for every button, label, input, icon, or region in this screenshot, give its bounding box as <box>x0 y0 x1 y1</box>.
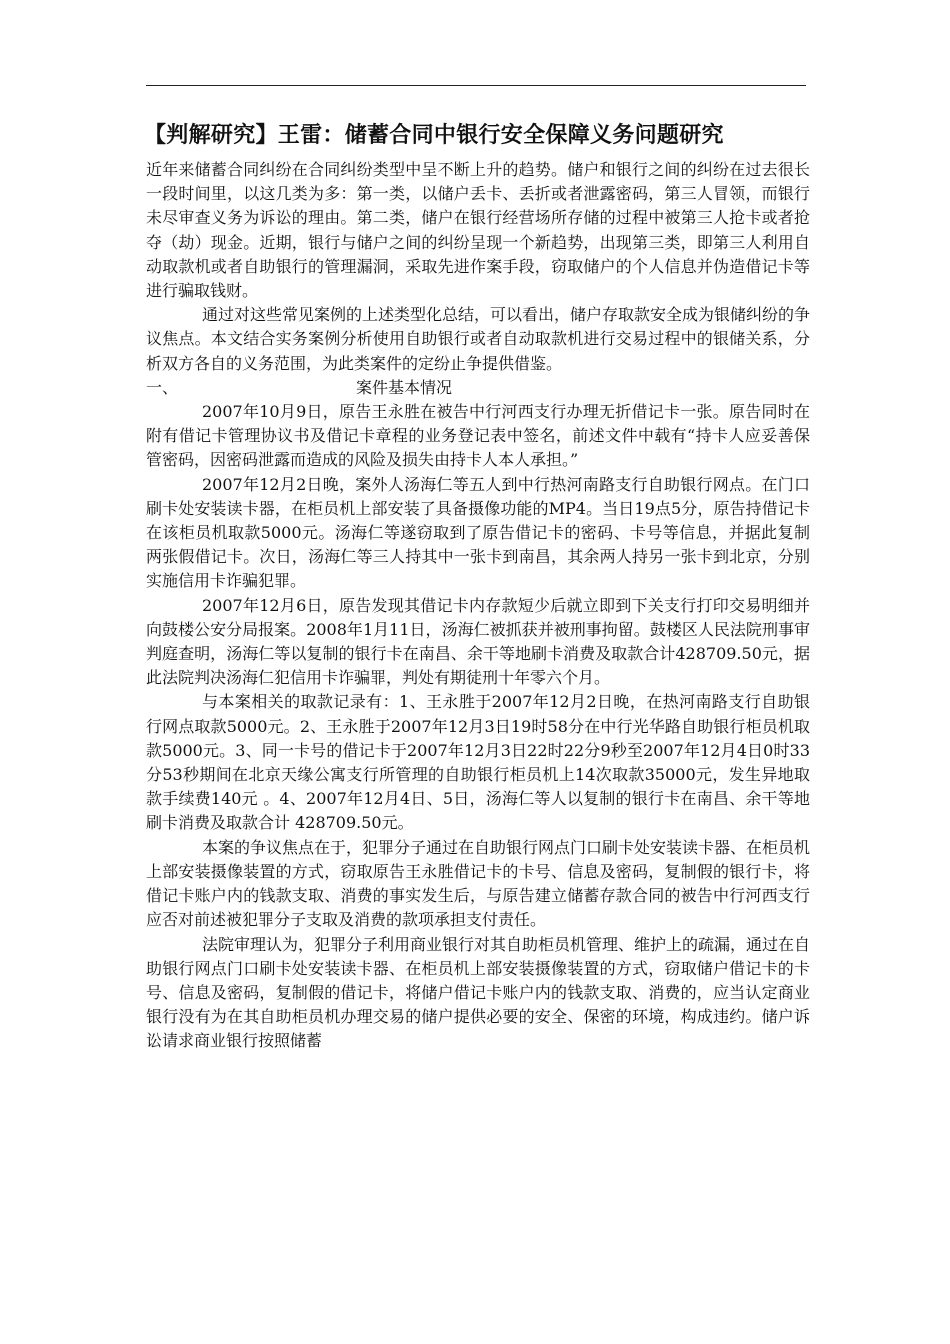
section-heading <box>146 376 810 400</box>
case-paragraph-3: 2007年12月6日，原告发现其借记卡内存款短少后就立即到下关支行打印交易明细并向鼓楼公安分局报案。2008年1月11日，汤海仁被抓获并被刑事拘留。鼓楼区人民法院刑事审判庭查明，汤海仁等以复制的银行卡在南昌、余干等地刷卡消费及取款合计428709.50元，据此法院判决汤海仁犯信用卡诈骗罪，判处有期徒刑十年零六个月。 <box>146 595 810 688</box>
section-number: 一、 <box>146 377 179 397</box>
section-title: 案件基本情况 <box>356 377 453 397</box>
document-body <box>146 158 810 1054</box>
case-paragraph-6: 法院审理认为，犯罪分子利用商业银行对其自助柜员机管理、维护上的疏漏，通过在自助银行网点门口刷卡处安装读卡器、在柜员机上部安装摄像装置的方式，窃取储户借记卡的卡号、信息及密码，复制假的借记卡，将储户借记卡账户内的钱款支取、消费的，应当认定商业银行没有为在其自助柜员机办理交易的储户提供必要的安全、保密的环境，构成违约。储户诉讼请求商业银行按照储蓄 <box>146 934 811 1051</box>
case-paragraph-2: 2007年12月2日晚，案外人汤海仁等五人到中行热河南路支行自助银行网点。在门口刷卡处安装读卡器，在柜员机上部安装了具备摄像功能的MP4。当日19点5分，原告持借记卡在该柜员机取款5000元。汤海仁等遂窃取到了原告借记卡的密码、卡号等信息，并据此复制两张假借记卡。次日，汤海仁等三人持其中一张卡到南昌，其余两人持另一张卡到北京，分别实施信用卡诈骗犯罪。 <box>146 474 810 591</box>
document-title: 【判解研究】王雷：储蓄合同中银行安全保障义务问题研究 <box>144 123 724 148</box>
case-paragraph-4: 与本案相关的取款记录有：1、王永胜于2007年12月2日晚，在热河南路支行自助银行网点取款5000元。2、王永胜于2007年12月3日19时58分在中行光华路自助银行柜员机取款5000元。3、同一卡号的借记卡于2007年12月3日22时22分9秒至2007年12月4日0时33分53秒期间在北京天缘公寓支行所管理的自助银行柜员机上14次取款35000元，发生异地取款手续费140元 。4、2007年12月4日、5日，汤海仁等人以复制的银行卡在南昌、余干等地刷卡消费及取款合计 428709.50元。 <box>146 692 810 833</box>
intro-paragraph-1: 近年来储蓄合同纠纷在合同纠纷类型中呈不断上升的趋势。储户和银行之间的纠纷在过去很长一段时间里，以这几类为多：第一类，以储户丢卡、丢折或者泄露密码，第三人冒领，而银行未尽审查义务为诉讼的理由。第二类，储户在银行经营场所存储的过程中被第三人抢卡或者抢夺（劫）现金。近期，银行与储户之间的纠纷呈现一个新趋势，出现第三类，即第三人利用自动取款机或者自助银行的管理漏洞，采取先进作案手段，窃取储户的个人信息并伪造借记卡等进行骗取钱财。 <box>146 160 810 301</box>
case-paragraph-5: 本案的争议焦点在于，犯罪分子通过在自助银行网点门口刷卡处安装读卡器、在柜员机上部安装摄像装置的方式，窃取原告王永胜借记卡的卡号、信息及密码，复制假的银行卡，将借记卡账户内的钱款支取、消费的事实发生后，与原告建立储蓄存款合同的被告中行河西支行应否对前述被犯罪分子支取及消费的款项承担支付责任。 <box>146 837 811 930</box>
header-rule <box>146 85 806 86</box>
case-paragraph-1: 2007年10月9日，原告王永胜在被告中行河西支行办理无折借记卡一张。原告同时在附有借记卡管理协议书及借记卡章程的业务登记表中签名，前述文件中载有“持卡人应妥善保管密码，因密码泄露而造成的风险及损失由持卡人本人承担。” <box>146 402 810 470</box>
intro-paragraph-2: 通过对这些常见案例的上述类型化总结，可以看出，储户存取款安全成为银储纠纷的争议焦点。本文结合实务案例分析使用自助银行或者自动取款机进行交易过程中的银储关系，分析双方各自的义务范围，为此类案件的定纷止争提供借鉴。 <box>146 305 811 373</box>
